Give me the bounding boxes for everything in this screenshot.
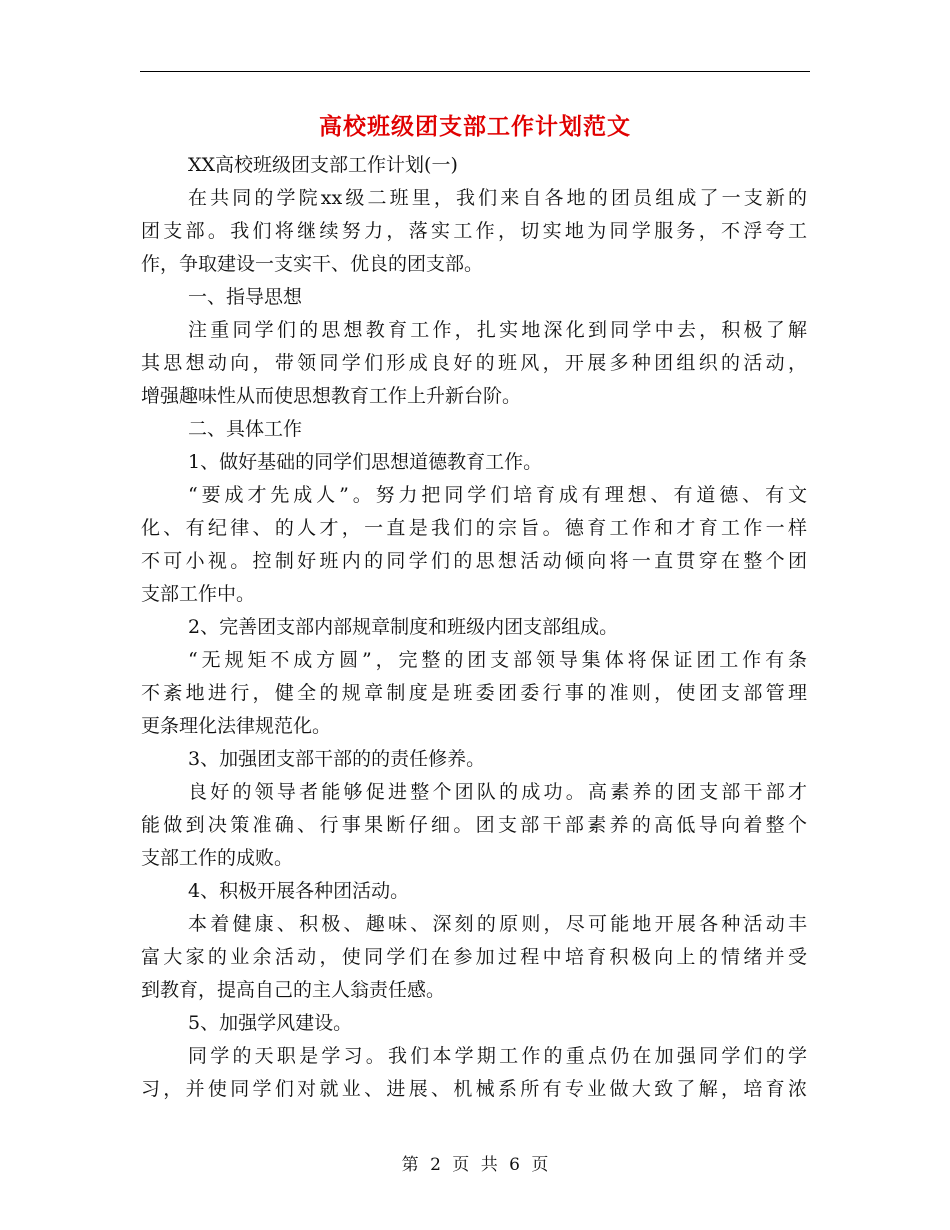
paragraph-line: 能做到决策准确、行事果断仔细。团支部干部素养的高低导向着整个 xyxy=(141,814,807,836)
subtitle-line: XX高校班级团支部工作计划(一) xyxy=(188,154,458,176)
paragraph-line: 同学的天职是学习。我们本学期工作的重点仍在加强同学们的学 xyxy=(188,1045,807,1067)
paragraph-line: 作，争取建设一支实干、优良的团支部。 xyxy=(141,253,484,275)
document-title: 高校班级团支部工作计划范文 xyxy=(319,113,631,140)
paragraph-line: 在共同的学院xx级二班里，我们来自各地的团员组成了一支新的 xyxy=(188,187,807,209)
paragraph-line: 本着健康、积极、趣味、深刻的原则，尽可能地开展各种活动丰 xyxy=(188,913,807,935)
paragraph-line: 良好的领导者能够促进整个团队的成功。高素养的团支部干部才 xyxy=(188,781,807,803)
paragraph-line: 到教育，提高自己的主人翁责任感。 xyxy=(141,979,446,1001)
paragraph-line: “要成才先成人”。努力把同学们培育成有理想、有道德、有文 xyxy=(188,484,807,506)
subsection-heading: 2、完善团支部内部规章制度和班级内团支部组成。 xyxy=(188,616,619,638)
paragraph-line: 支部工作中。 xyxy=(141,583,256,605)
paragraph-line: 团支部。我们将继续努力，落实工作，切实地为同学服务，不浮夸工 xyxy=(141,220,807,242)
paragraph-line: 化、有纪律、的人才，一直是我们的宗旨。德育工作和才育工作一样 xyxy=(141,517,807,539)
subsection-heading: 4、积极开展各种团活动。 xyxy=(188,880,410,902)
subsection-heading: 1、做好基础的同学们思想道德教育工作。 xyxy=(188,451,543,473)
paragraph-line: 其思想动向，带领同学们形成良好的班风，开展多种团组织的活动， xyxy=(141,352,807,374)
subsection-heading: 3、加强团支部干部的的责任修养。 xyxy=(188,748,486,770)
paragraph-line: 不紊地进行，健全的规章制度是班委团委行事的准则，使团支部管理 xyxy=(141,682,807,704)
paragraph-line: 不可小视。控制好班内的同学们的思想活动倾向将一直贯穿在整个团 xyxy=(141,550,807,572)
paragraph-line: 支部工作的成败。 xyxy=(141,847,294,869)
paragraph-line: 增强趣味性从而使思想教育工作上升新台阶。 xyxy=(141,385,522,407)
paragraph-line: 注重同学们的思想教育工作，扎实地深化到同学中去，积极了解 xyxy=(188,319,807,341)
page-number: 第 2 页 共 6 页 xyxy=(401,1155,549,1175)
paragraph-line: 习，并使同学们对就业、进展、机械系所有专业做大致了解，培育浓 xyxy=(141,1078,807,1100)
subsection-heading: 5、加强学风建设。 xyxy=(188,1012,353,1034)
section-heading: 一、指导思想 xyxy=(188,286,303,308)
section-heading: 二、具体工作 xyxy=(188,418,303,440)
paragraph-line: 更条理化法律规范化。 xyxy=(141,715,332,737)
paragraph-line: “无规矩不成方圆”，完整的团支部领导集体将保证团工作有条 xyxy=(188,649,807,671)
header-rule xyxy=(140,71,810,72)
paragraph-line: 富大家的业余活动，使同学们在参加过程中培育积极向上的情绪并受 xyxy=(141,946,807,968)
